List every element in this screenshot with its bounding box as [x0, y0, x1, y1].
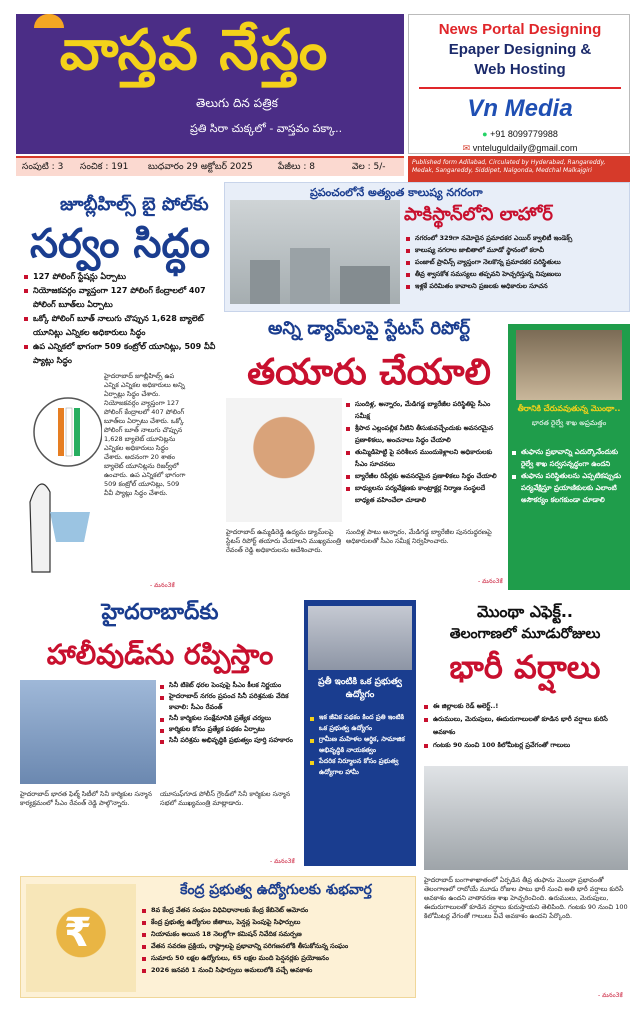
story3-headline[interactable]: తయారు చేయాలి [247, 352, 491, 393]
story6-photo [308, 606, 412, 670]
story7-kicker-2: తెలంగాణలో మూడురోజులు [449, 626, 601, 642]
list-item: బాధ్యులను పర్యవేక్షణకు కాంట్రాక్టర్ల నిర్మాణ సంస్థలదే బాధ్యత వహించేలా చూడాలి [346, 482, 506, 506]
story5-bullets [160, 680, 300, 746]
list-item: 127 పోలింగ్ స్టేషన్లు ఏర్పాటు [24, 270, 224, 284]
issue-volume: సంపుటి : 3 [22, 162, 64, 172]
list-item: హైదరాబాద్ నగరం ప్రపంచ సినీ పరిశ్రమకు వేదిక కావాలి: సీఎం రేవంత్ [160, 691, 300, 713]
story3-body-left: హైదరాబాద్ ఉమ్మడిరెడ్డి ఉద్యమ డ్యామ్‌లపై స్టేటస్ రిపోర్ట్ తయారు చేయాలని ముఖ్యమంత్రి రేవంత్ రెడ్డి అధికారులను ఆదేశించారు. [226, 528, 342, 554]
story6-bullets [310, 712, 412, 778]
list-item: 2026 జనవరి 1 నుంచి సిఫార్సులు అమలులోకి వచ్చే అవకాశం [142, 964, 414, 976]
story3-credit: - మనం3కే [478, 578, 503, 585]
list-item: తీవ్ర శ్వాసకోశ సమస్యలు తప్పవని హెచ్చరిస్తున్న నిపుణులు [406, 268, 628, 280]
ad-line-1: News Portal Designing [438, 21, 602, 38]
story4-photo [516, 330, 622, 400]
issue-pages: పేజీలు : 8 [278, 162, 315, 172]
advertisement[interactable] [408, 14, 630, 154]
newspaper-logo: వాస్తవ నేస్తం [59, 18, 329, 83]
ad-line-2: Epaper Designing & [448, 41, 592, 58]
whatsapp-icon: ● [482, 129, 488, 139]
story1-credit: - మనం3కే [150, 582, 175, 589]
list-item: గ్రామీణ మహిళల ఆర్థిక, సామాజిక అభివృద్ధికి నాయకత్వం [310, 734, 412, 756]
list-item: వేతన సవరణ ప్రక్రియ, రాష్ట్రాలపై ప్రభావాన్ని పరిగణనలోకి తీసుకోనున్న సంఘం [142, 940, 414, 952]
tagline: తెలుగు దిన పత్రిక [196, 96, 278, 110]
list-item: సుమారు 50 లక్షల ఉద్యోగులు, 65 లక్షల మంది పెన్షనర్లకు ప్రయోజనం [142, 952, 414, 964]
story4-kicker[interactable]: తీరానికి చేరువవుతున్న మొంథా.. [517, 404, 621, 413]
list-item: ఉప ఎన్నికలో భాగంగా 509 కంట్రోల్ యూనిట్లు, 509 వీవీ ప్యాట్లు సిద్ధం [24, 340, 224, 368]
issue-number: సంచిక : 191 [80, 162, 129, 172]
rupee-icon: ₹ [64, 910, 92, 956]
story3-body-right: సుందిళ్ల పాటు అన్నారం, మేడిగడ్డ బ్యారేజీల పునరుద్ధరణపై అధికారులతో సీఎం సమీక్ష నిర్వహించారు. [346, 528, 492, 545]
story5-kicker: హైదరాబాద్‌కు [101, 600, 219, 625]
list-item: తుఫాను పరిస్థితులను ఎప్పటికప్పుడు పర్యవేక్షిస్తూ ప్రయాణికులకు ఎలాంటి అసౌకర్యం కలగకుండా చూడాలి [512, 470, 626, 506]
election-commission-logo-image [20, 372, 102, 582]
ad-brand: Vn Media [467, 95, 573, 122]
issue-price: వెల : 5/- [352, 162, 386, 172]
slogan: ప్రతి సిరా చుక్కలో - వాస్తవం పక్కా.. [190, 122, 343, 135]
issue-info-bar [16, 156, 404, 176]
list-item: తుమ్మిడిహెట్టి పై పరిశీలన ముందుకెళ్లాలని అధికారులకు సీఎం సూచనలు [346, 446, 506, 470]
story3-bullets [346, 398, 506, 506]
list-item: ఇక జీవిక పథకం కింద ప్రతి ఇంటికి ఒక ప్రభుత్వ ఉద్యోగం [310, 712, 412, 734]
story7-credit: - మనం3కే [598, 992, 623, 999]
story8-bullets [142, 904, 414, 976]
story1-bullets [24, 270, 224, 368]
ad-email: ✉ vnteluguldaily@gmail.com [462, 143, 578, 153]
story3-kicker: అన్ని డ్యామ్‌లపై స్టేటస్ రిపోర్ట్ [267, 318, 471, 339]
story7-kicker: మొంథా ఎఫెక్ట్.. [476, 602, 574, 621]
list-item: బ్యారేజీల రిపేర్లకు అవసరమైన ప్రణాళికలు సిద్ధం చేయాలి [346, 470, 506, 482]
list-item: గంటకు 90 నుంచి 100 కిలోమీటర్ల ప్రవేగంతో గాలులు [424, 739, 628, 752]
list-item: పేదరిక నిర్మూలన కోసం ప్రభుత్వ ఉద్యోగాల హామీ [310, 756, 412, 778]
list-item: సినీ పరిశ్రమ అభివృద్ధికి ప్రభుత్వం పూర్తి సహకారం [160, 735, 300, 746]
story3-portrait-photo [226, 398, 342, 522]
list-item: సుందిళ్ల, అన్నారం, మేడిగడ్డ బ్యారేజీల పరిస్థితిపై సీఎం సమీక్ష [346, 398, 506, 422]
ad-line-3: Web Hosting [474, 61, 566, 78]
story1-body: హైదరాబాద్ జూబ్లీహిల్స్ ఉప ఎన్నిక ఎన్నికల అధికారులు అన్ని ఏర్పాట్లు సిద్ధం చేశారు. నియోజకవర్గం వ్యాప్తంగా 127 పోలింగ్ కేంద్రాలలో 407 పోలింగ్ బూత్‌లు ఏర్పాటు చేశారు. ఒక్కో పోలింగ్ బూత్‌ నాలుగు చొప్పున 1,628 బ్యాలెట్ యూనిట్లను ఎన్నికల అధికారులు సిద్ధం చేశారు. అదనంగా 20 శాతం బ్యాలెట్ యూనిట్లను రిజర్వ్‌లో ఉంచారు. ఉప ఎన్నికలో భాగంగా 509 కంట్రోల్ యూనిట్లు, 509 వీవీ ప్యాట్లు సిద్ధం చేశారు. [104, 372, 186, 497]
list-item: పంజాబ్ ప్రావిన్స్ వ్యాప్తంగా నెలకొన్న ప్రమాదకర పరిస్థితులు [406, 256, 628, 268]
list-item: ఇళ్లకే పరిమితం కావాలని ప్రజలకు అధికారుల సూచన [406, 280, 628, 292]
story4-subhead: భారత రైల్వే శాఖ అప్రమత్తం [531, 419, 607, 427]
story1-headline[interactable]: సర్వం సిద్ధం [29, 221, 211, 267]
story4-bullets [512, 446, 626, 506]
story2-headline[interactable]: పాకిస్థాన్‌లోని లాహోర్ [404, 204, 553, 225]
story7-rain-photo [424, 766, 628, 870]
story5-photo [20, 680, 156, 784]
story8-headline[interactable]: కేంద్ర ప్రభుత్వ ఉద్యోగులకు శుభవార్త [180, 882, 372, 898]
ad-phone: ● +91 8099779988 [482, 129, 558, 139]
list-item: తుఫాను ప్రభావాన్ని ఎదుర్కొనేందుకు రైల్వే శాఖ సర్వసన్నద్ధంగా ఉందని [512, 446, 626, 470]
story7-headline[interactable]: భారీ వర్షాలు [449, 648, 601, 686]
story5-headline[interactable]: హాలీవుడ్‌ను రప్పిస్తాం [46, 638, 274, 671]
ad-divider [419, 87, 621, 89]
issue-date: బుధవారం 29 అక్టోబర్ 2025 [148, 162, 253, 172]
list-item: ఉరుములు, మెరుపులు, ఈదురుగాలులతో కూడిన భారీ వర్షాలు కురిసే అవకాశం [424, 713, 628, 739]
story5-body-right: యూసుఫ్‌గూడ పోలీస్ గ్రౌండ్‌లో సినీ కార్మికుల సన్మాన సభలో ముఖ్యమంత్రి మాట్లాడారు. [160, 790, 291, 807]
list-item: కేంద్ర ప్రభుత్వ ఉద్యోగుల జీతాలు, పెన్షన్ల పెంపుపై సిఫార్సులు [142, 916, 414, 928]
story5-credit: - మనం3కే [270, 858, 295, 865]
story2-kicker: ప్రపంచంలోనే అత్యంత కాలుష్య నగరంగా [310, 186, 483, 199]
list-item: ఈ జిల్లాలకు రెడ్ అలెర్ట్..! [424, 700, 628, 713]
list-item: సినీ కార్మికుల సంక్షేమానికి ప్రత్యేక చర్యలు [160, 713, 300, 724]
publication-info: Published form Adilabad, Circulated by Hyderabad, Rangareddy, Medak, Sangareddy, Siddipet, Nalgonda, Medchal Malkajgiri [408, 156, 630, 184]
story7-bullets [424, 700, 628, 752]
story2-bullets [406, 232, 628, 292]
list-item: నగరంలో 329గా నమోదైన ప్రమాదకర ఎయిర్ క్వాలిటీ ఇండెక్స్ [406, 232, 628, 244]
list-item: శ్రీపాద ఎల్లంపల్లిక నీటిని తీసుకువచ్చేందుకు అవసరమైన ప్రణాళికలు, అంచనాలు సిద్ధం చేయాలి [346, 422, 506, 446]
mail-icon: ✉ [462, 143, 471, 153]
list-item: కార్మికుల కోసం ప్రత్యేక పథకం ఏర్పాటు [160, 724, 300, 735]
story6-headline[interactable]: ప్రతీ ఇంటికి ఒక ప్రభుత్వ ఉద్యోగం [318, 677, 402, 700]
list-item: సినీ టికెట్ ధరల పెంపుపై సీఎం కీలక నిర్ణయం [160, 680, 300, 691]
story1-kicker: జూబ్లీహిల్స్ బై పోల్‌కు [60, 194, 209, 215]
list-item: 8వ కేంద్ర వేతన సంఘం విధివిధానాలకు కేంద్ర కేబినెట్ ఆమోదం [142, 904, 414, 916]
story7-body: హైదరాబాద్ బంగాళాఖాతంలో ఏర్పడిన తీవ్ర తుఫాను మొంథా ప్రభావంతో తెలంగాణలో రాబోయే మూడు రోజుల పాటు భారీ నుంచి అతి భారీ వర్షాలు కురిసే అవకాశం ఉందని వాతావరణ శాఖ హెచ్చరించింది. ఉరుములు, మెరుపులు, ఈదురుగాలులతో కూడిన వర్షాలు కురుస్తాయని తెలిపింది. గంటకు 90 నుంచి 100 కిలోమీటర్ల వేగంతో గాలులు వీచే అవకాశం ఉందని పేర్కొంది. [424, 876, 628, 920]
story5-body-left: హైదరాబాద్ భారత ఫిల్మ్ సిటీలో సినీ కార్మికుల సన్మాన కార్యక్రమంలో సీఎం రేవంత్ రెడ్డి పాల్గొన్నారు. [20, 790, 152, 807]
story2-photo [230, 200, 400, 304]
list-item: నియోజకవర్గం వ్యాప్తంగా 127 పోలింగ్ కేంద్రాలలో 407 పోలింగ్ బూత్‌లు ఏర్పాటు [24, 284, 224, 312]
list-item: ఒక్కో పోలింగ్ బూత్‌ నాలుగు చొప్పున 1,628 బ్యాలెట్ యూనిట్లు ఎన్నికల అధికారులు సిద్ధం [24, 312, 224, 340]
list-item: నియామకం అయిన 18 నెలల్లోగా కమిషన్ నివేదిక సమర్పణ [142, 928, 414, 940]
list-item: కాలుష్య నగరాల జాబితాలో మూడో స్థానంలో కరాచీ [406, 244, 628, 256]
